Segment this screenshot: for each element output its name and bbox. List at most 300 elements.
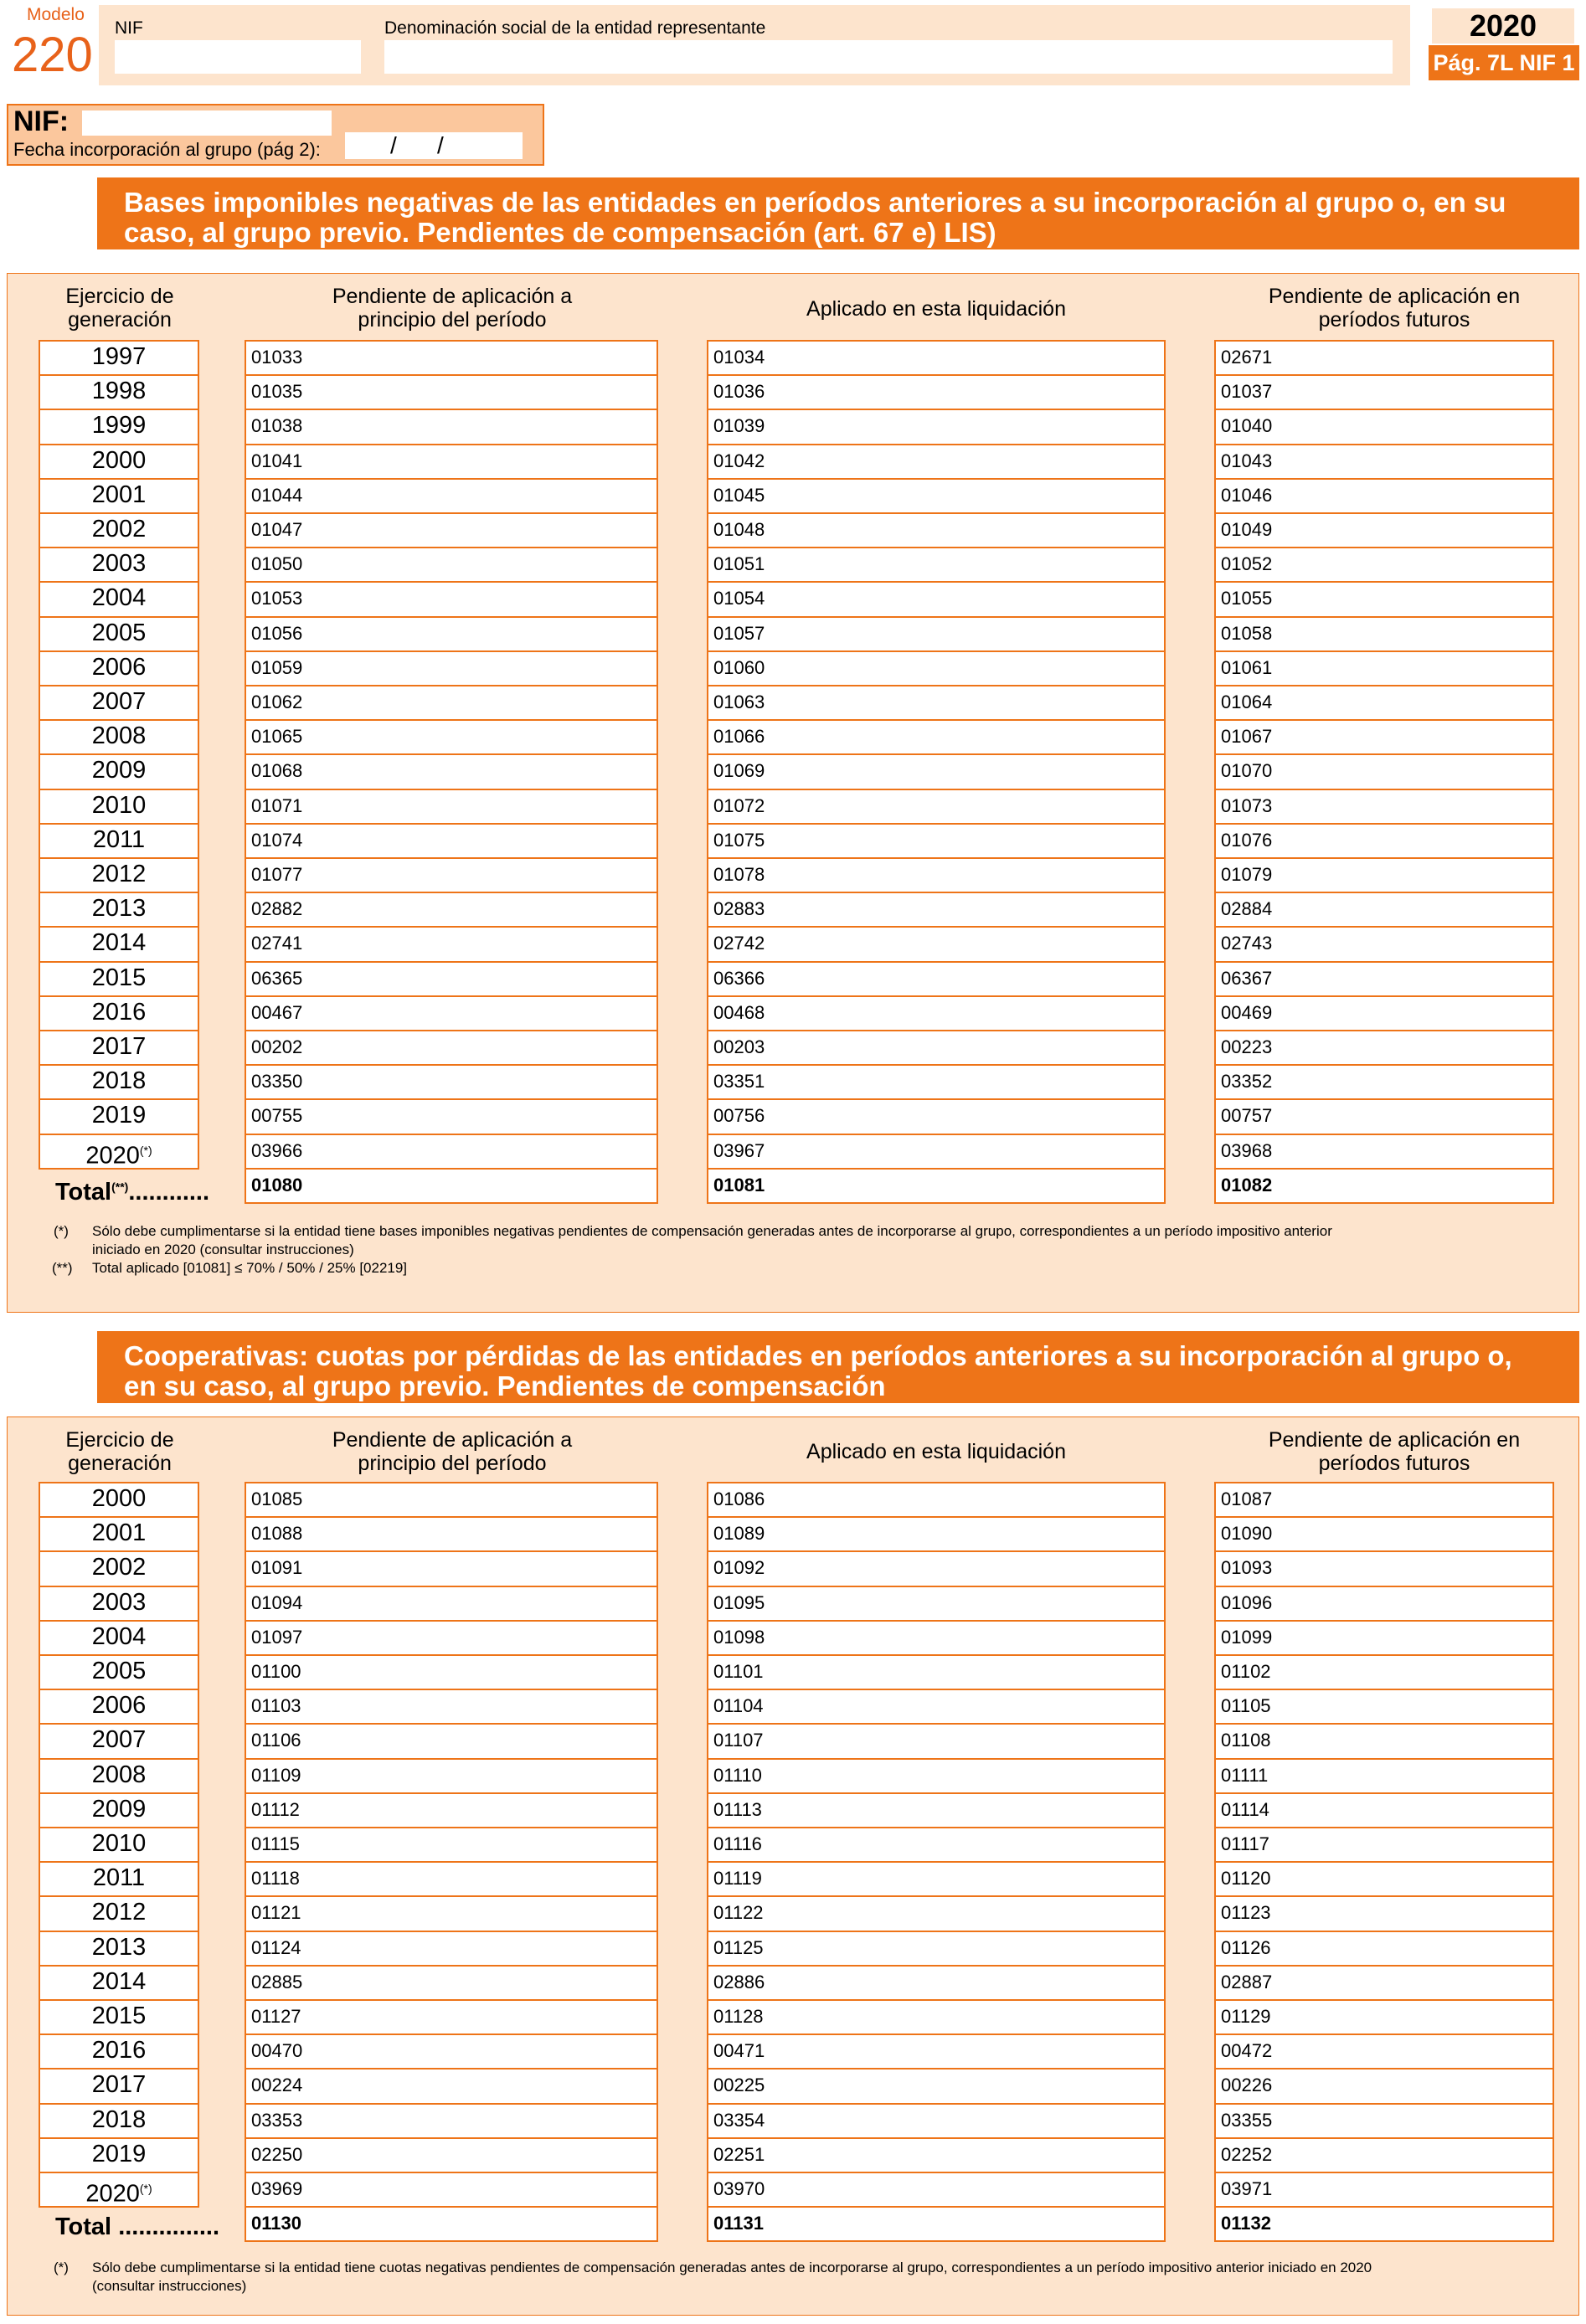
amount-field-a[interactable]	[245, 892, 658, 928]
s1-total-label: Total(**)............	[55, 1179, 210, 1206]
total-box-code: 01132	[1221, 2213, 1271, 2234]
s2-total-label: Total ...............	[55, 2213, 220, 2240]
year-cell	[39, 1064, 199, 1100]
s1-col-b-header: Aplicado en esta liquidación	[806, 297, 1066, 321]
box-code: 01097	[251, 1626, 303, 1648]
amount-field-c[interactable]	[1214, 1965, 1554, 2001]
amount-field-c[interactable]	[1214, 444, 1554, 480]
box-code: 01060	[713, 656, 765, 678]
box-code: 01094	[251, 1591, 303, 1613]
amount-field-c[interactable]	[1214, 719, 1554, 755]
amount-field-a[interactable]	[245, 340, 658, 376]
amount-field-c[interactable]	[1214, 1064, 1554, 1100]
total-field-a[interactable]	[245, 1168, 658, 1204]
total-box-code: 01130	[251, 2213, 301, 2234]
box-code: 00202	[251, 1036, 303, 1057]
year-cell	[39, 1965, 199, 2001]
box-code: 01095	[713, 1591, 765, 1613]
amount-field-a[interactable]	[245, 1792, 658, 1828]
year-label: 2019	[91, 1102, 147, 1129]
box-code: 01042	[713, 450, 765, 471]
amount-field-a[interactable]	[245, 409, 658, 445]
amount-field-b[interactable]	[707, 753, 1166, 789]
total-field-c[interactable]	[1214, 1168, 1554, 1204]
amount-field-b[interactable]	[707, 340, 1166, 376]
amount-field-c[interactable]	[1214, 1999, 1554, 2035]
amount-field-b[interactable]	[707, 1758, 1166, 1794]
box-code: 00472	[1221, 2040, 1273, 2062]
year-cell	[39, 753, 199, 789]
amount-field-c[interactable]	[1214, 926, 1554, 962]
box-code: 02882	[251, 898, 303, 920]
year-cell	[39, 685, 199, 721]
box-code: 01089	[713, 1523, 765, 1545]
box-code: 01128	[713, 2006, 764, 2027]
box-code: 01096	[1221, 1591, 1273, 1613]
box-code: 03970	[713, 2178, 765, 2199]
box-code: 01065	[251, 726, 303, 748]
amount-field-c[interactable]	[1214, 961, 1554, 997]
amount-field-c[interactable]	[1214, 753, 1554, 789]
s2-note1-mark: (*)	[54, 2260, 69, 2275]
amount-field-b[interactable]	[707, 1550, 1166, 1586]
s1-note2-text: Total aplicado [01081] ≤ 70% / 50% / 25% [02219]	[92, 1260, 408, 1276]
amount-field-c[interactable]	[1214, 1792, 1554, 1828]
year-label: 2004	[91, 1622, 147, 1650]
amount-field-a[interactable]	[245, 1689, 658, 1725]
amount-field-c[interactable]	[1214, 857, 1554, 893]
year-label: 2012	[91, 861, 147, 887]
amount-field-b[interactable]	[707, 2137, 1166, 2173]
amount-field-a[interactable]	[245, 444, 658, 480]
amount-field-a[interactable]	[245, 1134, 658, 1170]
s1-col-year-header: Ejercicio de generación	[65, 285, 174, 332]
box-code: 00755	[251, 1105, 303, 1127]
amount-field-c[interactable]	[1214, 650, 1554, 686]
box-code: 01110	[713, 1764, 762, 1786]
amount-field-a[interactable]	[245, 1931, 658, 1967]
s1-note2-mark: (**)	[52, 1260, 73, 1276]
year-footnote-mark: (*)	[139, 2182, 152, 2195]
amount-field-a[interactable]	[245, 1999, 658, 2035]
amount-field-c[interactable]	[1214, 374, 1554, 410]
amount-field-b[interactable]	[707, 719, 1166, 755]
box-code: 02884	[1221, 898, 1273, 920]
box-code: 01063	[713, 692, 765, 712]
amount-field-b[interactable]	[707, 926, 1166, 962]
amount-field-c[interactable]	[1214, 547, 1554, 583]
amount-field-b[interactable]	[707, 1965, 1166, 2001]
box-code: 01092	[713, 1557, 765, 1579]
amount-field-a[interactable]	[245, 1965, 658, 2001]
amount-field-a[interactable]	[245, 685, 658, 721]
amount-field-c[interactable]	[1214, 1758, 1554, 1794]
box-code: 01102	[1221, 1661, 1271, 1682]
amount-field-a[interactable]	[245, 650, 658, 686]
amount-field-c[interactable]	[1214, 2103, 1554, 2139]
year-cell	[39, 409, 199, 445]
box-code: 01115	[251, 1833, 300, 1854]
amount-field-c[interactable]	[1214, 1482, 1554, 1518]
box-code: 01067	[1221, 726, 1273, 748]
year-cell	[39, 2103, 199, 2139]
box-code: 01091	[251, 1557, 303, 1579]
amount-field-b[interactable]	[707, 444, 1166, 480]
year-label: 1998	[91, 378, 147, 405]
amount-field-a[interactable]	[245, 823, 658, 859]
box-code: 03968	[1221, 1139, 1273, 1161]
amount-field-b[interactable]	[707, 1931, 1166, 1967]
year-label: 1999	[91, 412, 147, 440]
amount-field-b[interactable]	[707, 685, 1166, 721]
box-code: 01112	[251, 1798, 300, 1820]
box-code: 01041	[251, 450, 303, 471]
year-label: 2014	[91, 929, 147, 957]
amount-field-a[interactable]	[245, 374, 658, 410]
box-code: 03355	[1221, 2109, 1273, 2131]
amount-field-a[interactable]	[245, 1098, 658, 1134]
amount-field-b[interactable]	[707, 581, 1166, 617]
year-footnote-mark: (*)	[139, 1143, 152, 1157]
year-label: 2018	[91, 2105, 147, 2133]
box-code: 03353	[251, 2109, 303, 2131]
amount-field-c[interactable]	[1214, 1620, 1554, 1656]
amount-field-a[interactable]	[245, 1064, 658, 1100]
box-code: 01104	[713, 1695, 764, 1717]
year-cell	[39, 512, 199, 548]
amount-field-a[interactable]	[245, 1895, 658, 1931]
amount-field-a[interactable]	[245, 753, 658, 789]
amount-field-b[interactable]	[707, 409, 1166, 445]
amount-field-b[interactable]	[707, 478, 1166, 514]
amount-field-c[interactable]	[1214, 1895, 1554, 1931]
year-label: 2011	[92, 1864, 146, 1892]
amount-field-a[interactable]	[245, 616, 658, 652]
amount-field-c[interactable]	[1214, 1516, 1554, 1552]
box-code: 01129	[1221, 2006, 1271, 2027]
amount-field-a[interactable]	[245, 1723, 658, 1759]
year-label: 2000	[91, 446, 147, 474]
year-cell	[39, 1516, 199, 1552]
box-code: 02885	[251, 1971, 303, 1992]
amount-field-c[interactable]	[1214, 1654, 1554, 1690]
amount-field-a[interactable]	[245, 1654, 658, 1690]
year-label: 2000	[91, 1485, 147, 1512]
amount-field-b[interactable]	[707, 892, 1166, 928]
denominacion-field[interactable]	[384, 40, 1393, 74]
total-field-a[interactable]	[245, 2206, 658, 2242]
amount-field-b[interactable]	[707, 1586, 1166, 1622]
year-label: 2013	[91, 1933, 147, 1961]
box-code: 01036	[713, 381, 765, 403]
year-label: 2010	[91, 1830, 147, 1857]
total-field-b[interactable]	[707, 2206, 1166, 2242]
box-code: 03971	[1221, 2178, 1273, 2199]
amount-field-b[interactable]	[707, 961, 1166, 997]
amount-field-c[interactable]	[1214, 2137, 1554, 2173]
amount-field-a[interactable]	[245, 1586, 658, 1622]
box-code: 01123	[1221, 1902, 1271, 1924]
year-cell	[39, 1999, 199, 2035]
box-code: 01107	[713, 1730, 764, 1751]
amount-field-b[interactable]	[707, 1827, 1166, 1863]
box-code: 00756	[713, 1105, 765, 1127]
year-cell	[39, 1758, 199, 1794]
amount-field-c[interactable]	[1214, 616, 1554, 652]
year-cell	[39, 2172, 199, 2208]
year-label: 2017	[91, 1033, 147, 1060]
box-code: 00468	[713, 1001, 765, 1023]
amount-field-a[interactable]	[245, 961, 658, 997]
year-cell	[39, 1792, 199, 1828]
amount-field-c[interactable]	[1214, 995, 1554, 1031]
amount-field-c[interactable]	[1214, 581, 1554, 617]
amount-field-a[interactable]	[245, 2137, 658, 2173]
box-code: 01088	[251, 1523, 303, 1545]
box-code: 00757	[1221, 1105, 1273, 1127]
amount-field-a[interactable]	[245, 1030, 658, 1066]
box-code: 01120	[1221, 1868, 1271, 1890]
box-code: 01051	[713, 553, 765, 575]
form-year: 2020	[1469, 8, 1537, 43]
box-code: 01045	[713, 484, 765, 506]
amount-field-a[interactable]	[245, 1758, 658, 1794]
box-code: 01075	[713, 829, 765, 851]
box-code: 01079	[1221, 864, 1273, 885]
amount-field-b[interactable]	[707, 650, 1166, 686]
amount-field-c[interactable]	[1214, 1586, 1554, 1622]
box-code: 01093	[1221, 1557, 1273, 1579]
amount-field-b[interactable]	[707, 1723, 1166, 1759]
amount-field-c[interactable]	[1214, 2034, 1554, 2069]
amount-field-a[interactable]	[245, 719, 658, 755]
year-cell	[39, 2034, 199, 2069]
box-code: 06366	[713, 967, 765, 989]
year-label: 2011	[92, 825, 146, 853]
amount-field-b[interactable]	[707, 2068, 1166, 2104]
amount-field-c[interactable]	[1214, 340, 1554, 376]
box-code: 01035	[251, 381, 303, 403]
amount-field-a[interactable]	[245, 2172, 658, 2208]
box-code: 01103	[251, 1695, 301, 1717]
year-label: 2001	[91, 481, 147, 508]
year-label: 2020	[85, 2180, 140, 2208]
amount-field-c[interactable]	[1214, 892, 1554, 928]
year-cell	[39, 1723, 199, 1759]
amount-field-b[interactable]	[707, 2103, 1166, 2139]
year-label: 2002	[91, 516, 147, 542]
year-label: 2006	[91, 1692, 147, 1720]
amount-field-a[interactable]	[245, 1827, 658, 1863]
box-code: 01100	[251, 1661, 301, 1682]
box-code: 01056	[251, 622, 303, 644]
amount-field-c[interactable]	[1214, 1827, 1554, 1863]
amount-field-c[interactable]	[1214, 1931, 1554, 1967]
fecha-incorporacion-label: Fecha incorporación al grupo (pág 2):	[13, 139, 321, 160]
year-cell	[39, 444, 199, 480]
s1-col-a-header: Pendiente de aplicación a principio del período	[332, 285, 573, 332]
box-code: 01126	[1221, 1936, 1271, 1958]
year-cell	[39, 1586, 199, 1622]
year-cell	[39, 1550, 199, 1586]
box-code: 02741	[251, 933, 303, 954]
nif-field[interactable]	[115, 40, 361, 74]
amount-field-a[interactable]	[245, 547, 658, 583]
box-code: 00471	[713, 2040, 765, 2062]
amount-field-c[interactable]	[1214, 1689, 1554, 1725]
amount-field-a[interactable]	[245, 995, 658, 1031]
amount-field-b[interactable]	[707, 1654, 1166, 1690]
amount-field-a[interactable]	[245, 2103, 658, 2139]
box-code: 01111	[1221, 1764, 1269, 1786]
year-label: 2005	[91, 619, 147, 646]
year-cell	[39, 1030, 199, 1066]
amount-field-b[interactable]	[707, 995, 1166, 1031]
box-code: 03966	[251, 1139, 303, 1161]
box-code: 01038	[251, 415, 303, 437]
amount-field-b[interactable]	[707, 823, 1166, 859]
amount-field-a[interactable]	[245, 581, 658, 617]
year-label: 2001	[91, 1519, 147, 1547]
box-code: 01106	[251, 1730, 301, 1751]
fecha-incorporacion-field[interactable]	[345, 132, 523, 159]
amount-field-c[interactable]	[1214, 789, 1554, 825]
amount-field-a[interactable]	[245, 926, 658, 962]
amount-field-a[interactable]	[245, 789, 658, 825]
amount-field-b[interactable]	[707, 1895, 1166, 1931]
s1-note1-mark: (*)	[54, 1223, 69, 1239]
modelo-number: 220	[12, 28, 93, 82]
box-code: 01052	[1221, 553, 1273, 575]
year-label: 2009	[91, 1795, 147, 1823]
box-code: 02250	[251, 2143, 303, 2165]
box-code: 02671	[1221, 347, 1273, 368]
amount-field-c[interactable]	[1214, 2172, 1554, 2208]
amount-field-c[interactable]	[1214, 478, 1554, 514]
box-code: 01118	[251, 1868, 300, 1890]
year-cell	[39, 789, 199, 825]
year-cell	[39, 823, 199, 859]
box-code: 01054	[713, 588, 765, 609]
box-code: 01043	[1221, 450, 1273, 471]
amount-field-c[interactable]	[1214, 1098, 1554, 1134]
amount-field-c[interactable]	[1214, 1861, 1554, 1897]
amount-field-c[interactable]	[1214, 409, 1554, 445]
group-nif-field[interactable]	[82, 111, 332, 136]
amount-field-c[interactable]	[1214, 2068, 1554, 2104]
box-code: 01066	[713, 726, 765, 748]
amount-field-b[interactable]	[707, 1689, 1166, 1725]
amount-field-a[interactable]	[245, 478, 658, 514]
s2-col-a-header: Pendiente de aplicación a principio del período	[332, 1428, 573, 1475]
box-code: 02883	[713, 898, 765, 920]
box-code: 01069	[713, 760, 765, 782]
amount-field-b[interactable]	[707, 616, 1166, 652]
amount-field-b[interactable]	[707, 1482, 1166, 1518]
amount-field-b[interactable]	[707, 1792, 1166, 1828]
amount-field-b[interactable]	[707, 1064, 1166, 1100]
year-cell	[39, 2137, 199, 2173]
amount-field-b[interactable]	[707, 1134, 1166, 1170]
amount-field-b[interactable]	[707, 1999, 1166, 2035]
amount-field-b[interactable]	[707, 2172, 1166, 2208]
amount-field-b[interactable]	[707, 547, 1166, 583]
amount-field-a[interactable]	[245, 1516, 658, 1552]
amount-field-b[interactable]	[707, 1516, 1166, 1552]
amount-field-c[interactable]	[1214, 1723, 1554, 1759]
box-code: 00223	[1221, 1036, 1273, 1057]
amount-field-c[interactable]	[1214, 1550, 1554, 1586]
amount-field-b[interactable]	[707, 2034, 1166, 2069]
s1-col-c-header: Pendiente de aplicación en períodos futuros	[1268, 285, 1521, 332]
total-box-code: 01080	[251, 1174, 303, 1195]
box-code: 06367	[1221, 967, 1273, 989]
amount-field-a[interactable]	[245, 2034, 658, 2069]
year-label: 2014	[91, 1967, 147, 1995]
box-code: 03350	[251, 1071, 303, 1093]
amount-field-c[interactable]	[1214, 1134, 1554, 1170]
year-label: 2005	[91, 1658, 147, 1684]
amount-field-c[interactable]	[1214, 512, 1554, 548]
amount-field-b[interactable]	[707, 1030, 1166, 1066]
year-cell	[39, 478, 199, 514]
amount-field-b[interactable]	[707, 789, 1166, 825]
s2-col-b-header: Aplicado en esta liquidación	[806, 1440, 1066, 1463]
amount-field-a[interactable]	[245, 1861, 658, 1897]
box-code: 01086	[713, 1488, 765, 1509]
amount-field-b[interactable]	[707, 1098, 1166, 1134]
box-code: 01073	[1221, 794, 1273, 816]
box-code: 01087	[1221, 1488, 1273, 1509]
year-cell	[39, 581, 199, 617]
year-cell	[39, 1654, 199, 1690]
nif-label: NIF	[115, 18, 143, 38]
amount-field-c[interactable]	[1214, 823, 1554, 859]
year-cell	[39, 719, 199, 755]
amount-field-c[interactable]	[1214, 685, 1554, 721]
year-cell	[39, 1482, 199, 1518]
box-code: 01064	[1221, 692, 1273, 712]
amount-field-b[interactable]	[707, 1861, 1166, 1897]
box-code: 01127	[251, 2006, 301, 2027]
amount-field-a[interactable]	[245, 2068, 658, 2104]
year-label: 2017	[91, 2071, 147, 2099]
box-code: 01039	[713, 415, 765, 437]
box-code: 01122	[713, 1902, 764, 1924]
year-label: 2004	[91, 584, 147, 612]
box-code: 01049	[1221, 519, 1273, 540]
amount-field-c[interactable]	[1214, 1030, 1554, 1066]
amount-field-b[interactable]	[707, 512, 1166, 548]
amount-field-a[interactable]	[245, 857, 658, 893]
box-code: 01040	[1221, 415, 1273, 437]
box-code: 01105	[1221, 1695, 1271, 1717]
amount-field-a[interactable]	[245, 1550, 658, 1586]
amount-field-a[interactable]	[245, 512, 658, 548]
box-code: 01117	[1221, 1833, 1269, 1854]
amount-field-b[interactable]	[707, 857, 1166, 893]
amount-field-a[interactable]	[245, 1482, 658, 1518]
box-code: 01053	[251, 588, 303, 609]
box-code: 01057	[713, 622, 765, 644]
amount-field-a[interactable]	[245, 1620, 658, 1656]
year-cell	[39, 892, 199, 928]
year-cell	[39, 926, 199, 962]
amount-field-b[interactable]	[707, 1620, 1166, 1656]
total-field-c[interactable]	[1214, 2206, 1554, 2242]
total-field-b[interactable]	[707, 1168, 1166, 1204]
amount-field-b[interactable]	[707, 374, 1166, 410]
